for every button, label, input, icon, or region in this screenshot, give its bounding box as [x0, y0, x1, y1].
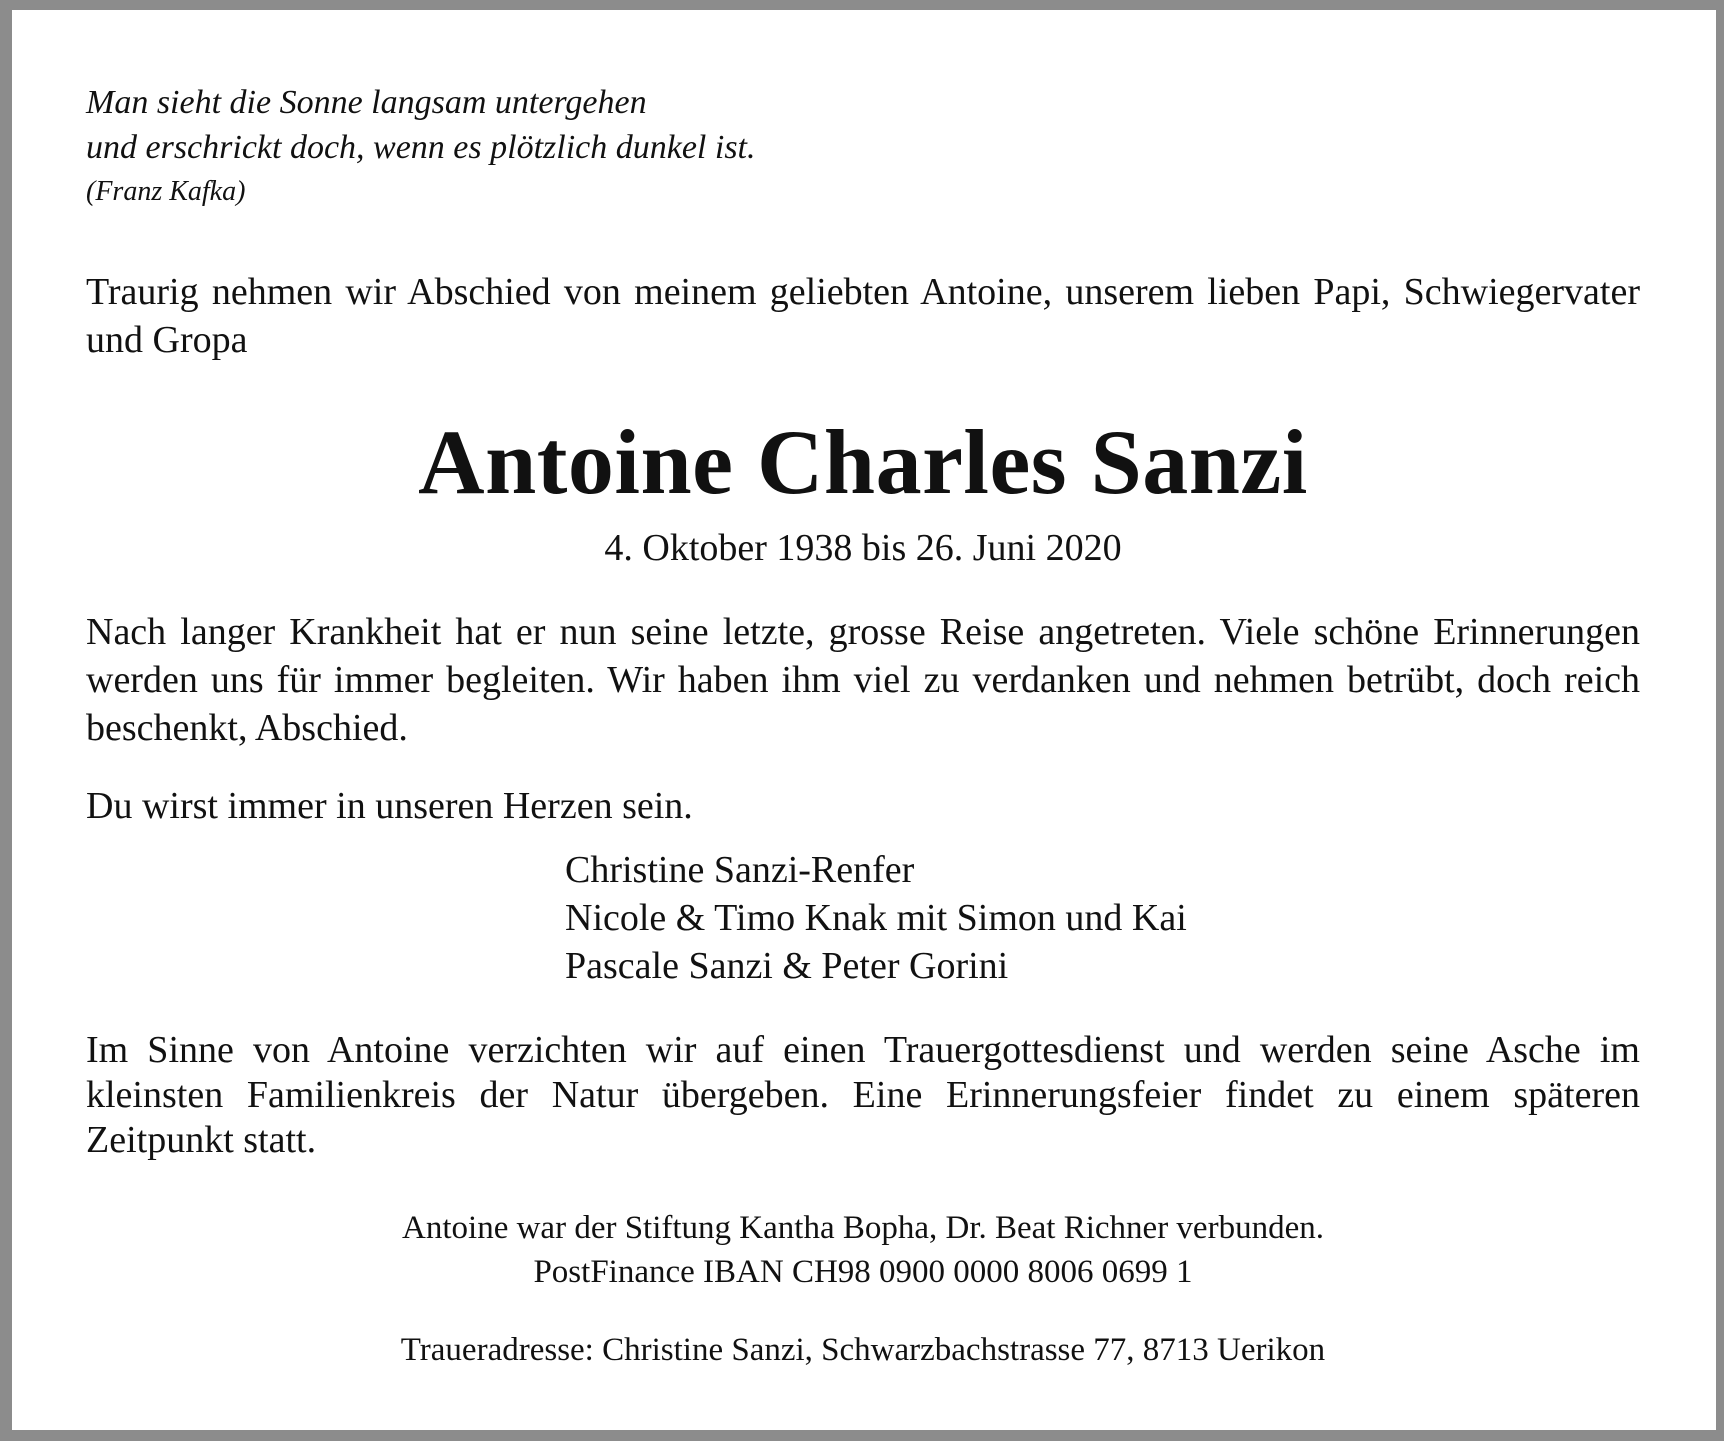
quote-author: (Franz Kafka) — [86, 176, 246, 207]
donation-iban-line: PostFinance IBAN CH98 0900 0000 8006 0699 1 — [533, 1254, 1193, 1290]
mourning-address: Traueradresse: Christine Sanzi, Schwarzbachstrasse 77, 8713 Uerikon — [400, 1332, 1326, 1368]
donation-foundation-line: Antoine war der Stiftung Kantha Bopha, Dr. Beat Richner verbunden. — [402, 1210, 1324, 1246]
mourner-name: Christine Sanzi-Renfer — [565, 849, 915, 891]
hearts-line: Du wirst immer in unseren Herzen sein. — [86, 785, 693, 827]
obituary-notice — [12, 10, 1716, 1430]
kafka-quote — [86, 80, 756, 212]
service-notice-paragraph: Im Sinne von Antoine verzichten wir auf einen Trauergottesdienst und werden seine Asche im kleinsten Familienkreis der Natur übergeben. Eine Erinnerungsfeier findet zu einem späteren Zeitpunkt statt. — [86, 1029, 1640, 1161]
mourner-name: Pascale Sanzi & Peter Gorini — [565, 945, 1009, 987]
quote-line: und erschrickt doch, wenn es plötzlich dunkel ist. — [86, 129, 756, 166]
deceased-name: Antoine Charles Sanzi — [418, 411, 1308, 513]
intro-paragraph: Traurig nehmen wir Abschied von meinem geliebten Antoine, unserem lieben Papi, Schwiegervater und Gropa — [86, 271, 1640, 361]
donation-note — [86, 1206, 1640, 1294]
mourners-list — [565, 846, 1187, 990]
quote-line: Man sieht die Sonne langsam untergehen — [86, 84, 647, 121]
farewell-paragraph: Nach langer Krankheit hat er nun seine letzte, grosse Reise angetreten. Viele schöne Erinnerungen werden uns für immer begleiten. Wir haben ihm viel zu verdanken und nehmen betrübt, doch reich beschenkt, Abschied. — [86, 611, 1640, 749]
life-dates: 4. Oktober 1938 bis 26. Juni 2020 — [604, 527, 1122, 569]
mourner-name: Nicole & Timo Knak mit Simon und Kai — [565, 897, 1187, 939]
